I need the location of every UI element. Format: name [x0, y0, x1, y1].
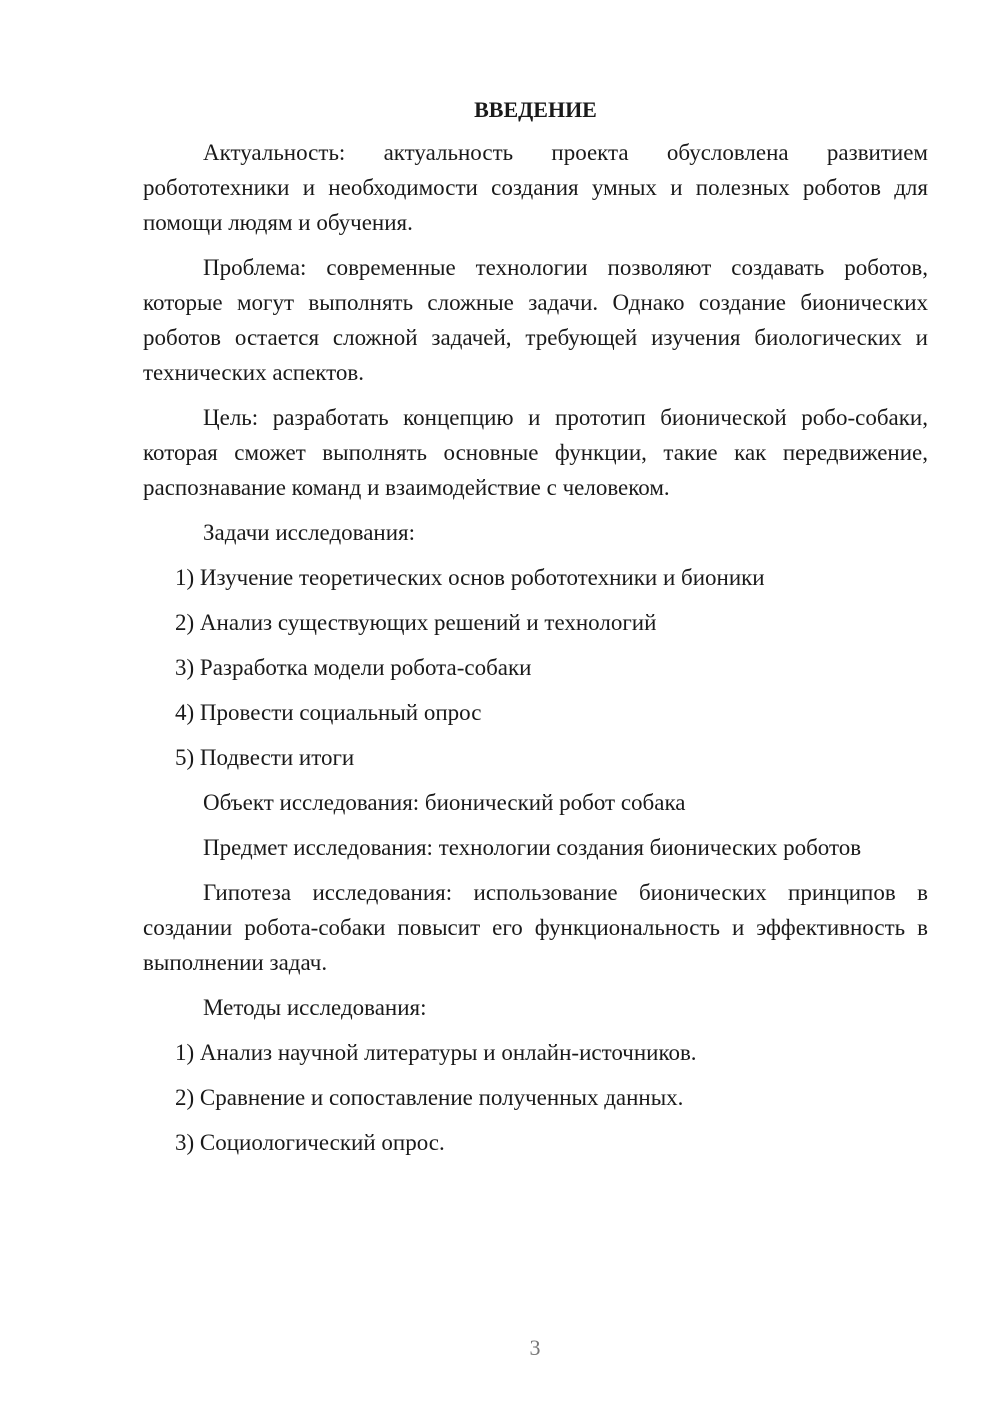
paragraph-relevance: Актуальность: актуальность проекта обусловлена развитием робототехники и необходимости создания умных и полезных роботов для помощи людям и обучения. — [143, 140, 928, 235]
paragraph-goal: Цель: разработать концепцию и прототип бионической робо-собаки, которая сможет выполнять основные функции, такие как передвижение, распознавание команд и взаимодействие с человеком. — [143, 405, 928, 500]
list-item: 5) Подвести итоги — [175, 745, 355, 770]
page-number: 3 — [529, 1335, 541, 1360]
list-item: 3) Социологический опрос. — [175, 1130, 445, 1155]
paragraph-hypothesis: Гипотеза исследования: использование бионических принципов в создании робота-собаки повысит его функциональность и эффективность в выполнении задач. — [143, 880, 928, 975]
list-item: 1) Изучение теоретических основ робототехники и бионики — [175, 565, 765, 590]
page-content — [143, 92, 928, 1170]
paragraph-subject: Предмет исследования: технологии создания бионических роботов — [203, 835, 862, 860]
tasks-heading: Задачи исследования: — [203, 520, 416, 545]
tasks-list — [143, 560, 928, 775]
paragraph-problem: Проблема: современные технологии позволяют создавать роботов, которые могут выполнять сложные задачи. Однако создание бионических роботов остается сложной задачей, требующей изучения биологических и технических аспектов. — [143, 255, 928, 385]
methods-heading: Методы исследования: — [203, 995, 427, 1020]
list-item: 2) Анализ существующих решений и технологий — [175, 610, 657, 635]
list-item: 2) Сравнение и сопоставление полученных данных. — [175, 1085, 684, 1110]
page-title: ВВЕДЕНИЕ — [474, 97, 597, 122]
list-item: 3) Разработка модели робота-собаки — [175, 655, 532, 680]
list-item: 4) Провести социальный опрос — [175, 700, 482, 725]
methods-list — [143, 1035, 928, 1160]
list-item: 1) Анализ научной литературы и онлайн-источников. — [175, 1040, 697, 1065]
paragraph-object: Объект исследования: бионический робот собака — [203, 790, 686, 815]
